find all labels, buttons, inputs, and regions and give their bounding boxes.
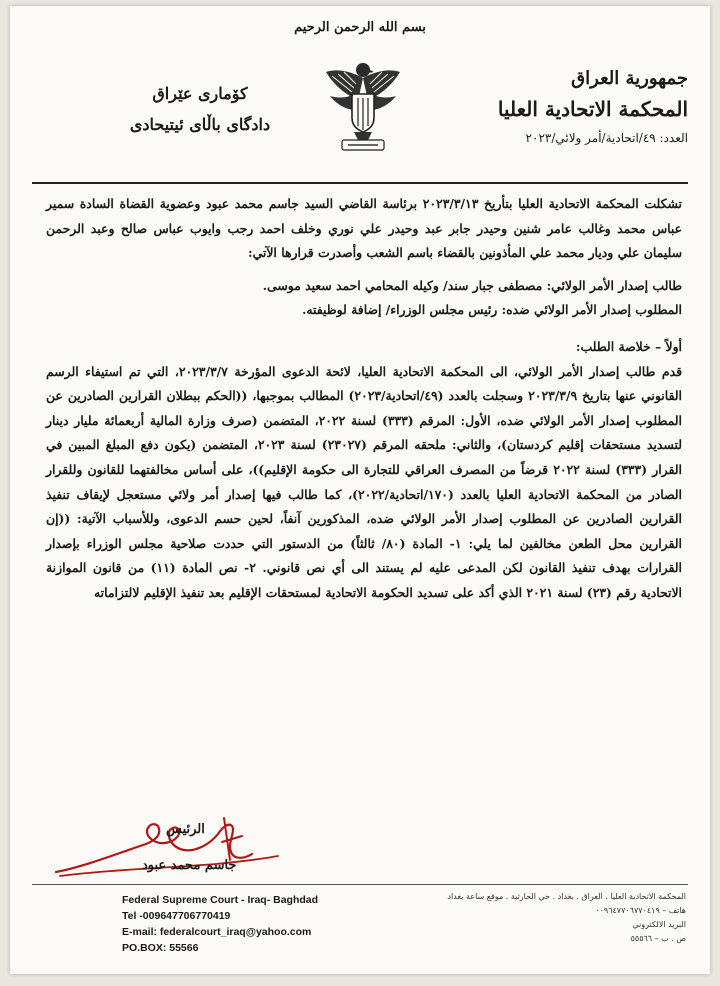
basmala: بسم الله الرحمن الرحيم	[294, 20, 426, 35]
signature-name: جاسم محمد عبود	[142, 858, 237, 873]
republic-name: جمهورية العراق	[571, 68, 688, 89]
requester-line: طالب إصدار الأمر الولائي: مصطفى جبار سند/ وكيله المحامي احمد سعيد موسى.	[262, 277, 682, 293]
footer-address-ar: المحكمة الاتحادية العليا . العراق . بغداد . حي الحارثية . موقع ساعة بغداد	[447, 892, 686, 901]
footer-arabic	[386, 890, 686, 946]
footer-english	[122, 892, 382, 956]
footer-court-name: Federal Supreme Court - Iraq- Baghdad	[122, 894, 319, 906]
request-summary-paragraph: قدم طالب إصدار الأمر الولائي، الى المحكمة الاتحادية العليا، لائحة الدعوى المؤرخة ٢٠٢٣/٣/٧، التي تم استيفاء الرسم القانوني عنها بتاريخ ٢٠٢٣/٣/٩ وسجلت بالعدد (٤٩/اتحادية/٢٠٢٣) المطالب بموجبها، ((الحكم ببطلان القرارين الصادرين عن المطلوب إصدار الأمر الولائي ضده، الأول: المرقم (٣٣٣) لسنة ٢٠٢٢، المتضمن (صرف وزارة المالية أربعمائة مليار دينار لتسديد مستحقات إقليم كردستان)، والثاني: ملحقه المرقم (٢٣٠٢٧) لسنة ٢٠٢٣، المتضمن (يكون دفع المبلغ المبين في القرار (٣٣٣) لسنة ٢٠٢٢ قرضاً من المصرف العراقي للتجارة الى حكومة الإقليم))، على أساس مخالفتهما للقانون وللقرار الصادر من المحكمة الاتحادية العليا بالعدد (١٧٠/اتحادية/٢٠٢٢)، كما طالب فيها إصدار أمر ولائي مستعجل لإيقاف تنفيذ القرارين الصادرين عن المطلوب إصدار الأمر الولائي ضده، المذكورين آنفاً، لحين حسم الدعوى، وللأسباب الآتية: ((إن القرارين محل الطعن مخالفين لما يلي: ١- المادة (٨٠/ ثالثاً) من الدستور التي حددت صلاحية مجلس الوزراء بإصدار القرارات بهدف تنفيذ القانون لكن المدعى عليه لم يستند الى أي نص قانوني. ٢- نص المادة (١١) من قانون الموازنة الاتحادية رقم (٢٣) لسنة ٢٠٢١ الذي أكد على تسديد الحكومة الاتحادية لمستحقات الإقليم بعد تنفيذ الإقليم لالتزاماته	[46, 363, 683, 600]
signature-title: الرئيس	[166, 822, 205, 837]
respondent-line: المطلوب إصدار الأمر الولائي ضده: رئيس مجلس الوزراء/ إضافة لوظيفته.	[302, 302, 682, 318]
section-title: أولاً – خلاصة الطلب:	[575, 338, 682, 354]
document-body	[46, 192, 682, 606]
reference-number: العدد: ٤٩/اتحادية/أمر ولائي/٢٠٢٣	[525, 131, 688, 145]
footer-email-ar: البريد الالكتروني	[632, 920, 686, 929]
footer-pobox-ar: ص . ب – ٥٥٥٦٦	[630, 934, 686, 943]
court-composition-paragraph: تشكلت المحكمة الاتحادية العليا بتأريخ ٢٠٢٣/٣/١٣ برئاسة القاضي السيد جاسم محمد عبود وعضوية القضاة السادة سمير عباس محمد وغالب عامر شنين وحيدر جابر عبد وحيدر علي نوري وخلف احمد رجب وايوب عباس صالح وعبد الرحمن سليمان علي وديار محمد علي المأذونين بالقضاء باسم الشعب وأصدرت قرارها الآتي:	[46, 196, 682, 261]
iraq-eagle-emblem-icon	[322, 58, 404, 154]
footer-pobox: PO.BOX: 55566	[122, 942, 199, 954]
court-name: المحكمة الاتحادية العليا	[497, 97, 688, 121]
footer-email: E-mail: federalcourt_iraq@yahoo.com	[122, 926, 312, 938]
footer-phone: Tel -009647706770419	[122, 910, 231, 922]
header-left-kurdish	[120, 84, 280, 134]
header-right	[478, 68, 688, 145]
footer-phone-ar: هاتف – ٠٠٩٦٤٧٧٠٦٧٧٠٤١٩	[595, 906, 686, 915]
document-page	[10, 6, 710, 974]
header-divider	[32, 182, 688, 184]
footer-divider	[32, 884, 688, 885]
kurdish-court-name: دادگاى باڵاى ئیتیحادى	[129, 115, 271, 134]
kurdish-republic-name: كۆمارى عێراق	[152, 84, 248, 103]
signature-block	[46, 814, 306, 886]
